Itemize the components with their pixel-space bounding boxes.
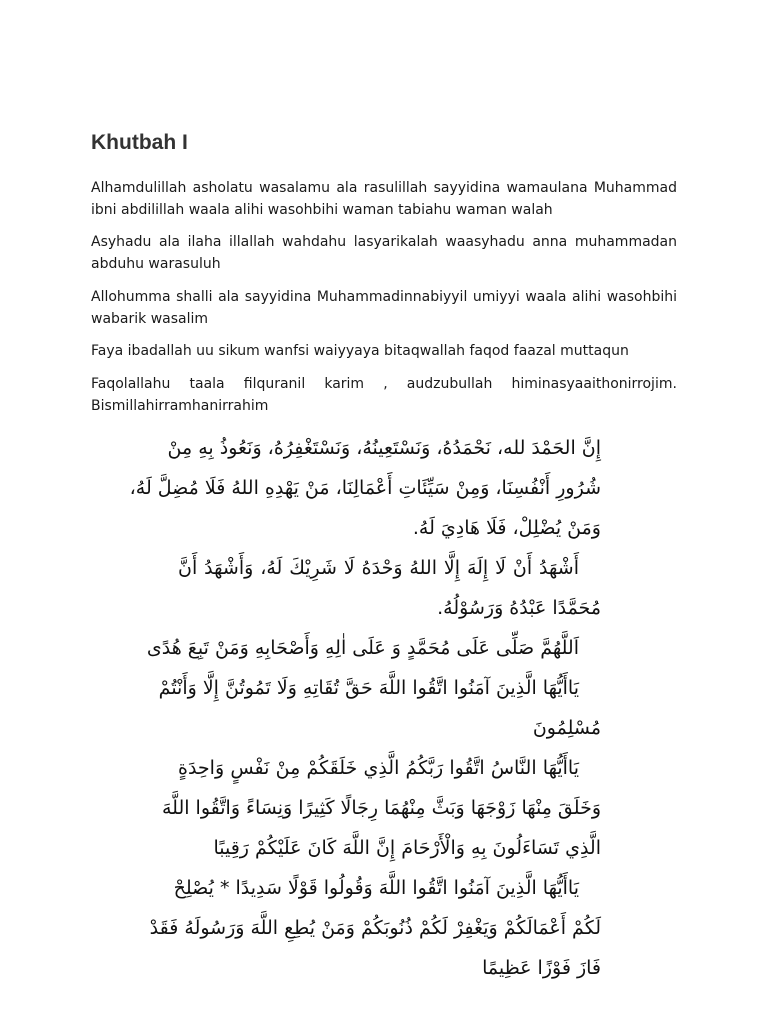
- arabic-text-block: [129, 428, 601, 988]
- quran-intro-line: [91, 373, 677, 395]
- arabic-line: مُحَمَّدًا عَبْدُهُ وَرَسُوْلُهُ.: [437, 597, 601, 619]
- quran-intro-word: Faqolallahu: [91, 376, 171, 392]
- quran-intro-word: karim: [324, 376, 365, 392]
- quran-intro-word: himinasyaaithonirrojim.: [511, 376, 677, 392]
- quran-intro-word: taala: [189, 376, 225, 392]
- arabic-line: يَاأَيُّهَا النَّاسُ اتَّقُوا رَبَّكُمُ الَّذِي خَلَقَكُمْ مِنْ نَفْسٍ وَاحِدَةٍ: [178, 757, 579, 779]
- paragraph-opening-praise: Alhamdulillah asholatu wasalamu ala rasulillah sayyidina wamaulana Muhammad ibni abdilillah waala alihi wasohbihi waman tabiahu waman walah: [91, 180, 677, 218]
- arabic-line: لَكُمْ أَعْمَالَكُمْ وَيَغْفِرْ لَكُمْ ذُنُوبَكُمْ وَمَنْ يُطِعِ اللَّهَ وَرَسُولَهُ فَقَدْ: [149, 917, 601, 939]
- quran-intro-word: ,: [383, 376, 388, 392]
- arabic-line: وَمَنْ يُضْلِلْ، فَلَا هَادِيَ لَهُ.: [412, 517, 601, 539]
- arabic-line: شُرُورِ أَنْفُسِنَا، وَمِنْ سَيِّئَاتِ أَعْمَالِنَا، مَنْ يَهْدِهِ اللهُ فَلَا مُضِلَّ لَهُ،: [129, 477, 601, 499]
- arabic-line: اَللَّهُمَّ صَلِّى عَلَى مُحَمَّدٍ وَ عَلَى اٰلِهِ وَأَصْحَابِهِ وَمَنْ تَبِعَ هُدًى: [146, 637, 579, 659]
- arabic-line: مُسْلِمُونَ: [532, 717, 601, 739]
- paragraph-shalawat: Allohumma shalli ala sayyidina Muhammadinnabiyyil umiyyi waala alihi wasohbihi wabarik wasalim: [91, 289, 677, 327]
- quran-intro-word: filquranil: [243, 376, 306, 392]
- arabic-line: وَخَلَقَ مِنْهَا زَوْجَهَا وَبَثَّ مِنْهُمَا رِجَالًا كَثِيرًا وَنِسَاءً وَاتَّقُوا اللَّهَ: [161, 797, 601, 819]
- quran-intro-basmalah: Bismillahirramhanirrahim: [91, 398, 269, 414]
- paragraph-syahadat: Asyhadu ala ilaha illallah wahdahu lasyarikalah waasyhadu anna muhammadan abduhu warasuluh: [91, 234, 677, 272]
- paragraph-wasiat-taqwa: Faya ibadallah uu sikum wanfsi waiyyaya bitaqwallah faqod faazal muttaqun: [91, 343, 629, 359]
- paragraph-quran-intro: [91, 373, 677, 417]
- arabic-line: يَاأَيُّهَا الَّذِينَ آمَنُوا اتَّقُوا اللَّهَ وَقُولُوا قَوْلًا سَدِيدًا * يُصْلِحْ: [173, 877, 579, 899]
- page-title: Khutbah I: [91, 131, 188, 154]
- arabic-line: إِنَّ الحَمْدَ لله، نَحْمَدُهُ، وَنَسْتَعِينُهُ، وَنَسْتَغْفِرُهُ، وَنَعُوذُ بِهِ مِنْ: [167, 437, 601, 459]
- arabic-line: يَاأَيُّهَا الَّذِينَ آمَنُوا اتَّقُوا اللَّهَ حَقَّ تُقَاتِهِ وَلَا تَمُوتُنَّ إِلَّا وَأَنْتُمْ: [158, 677, 579, 699]
- arabic-line: الَّذِي تَسَاءَلُونَ بِهِ وَالْأَرْحَامَ إِنَّ اللَّهَ كَانَ عَلَيْكُمْ رَقِيبًا: [213, 837, 601, 859]
- arabic-line: فَازَ فَوْزًا عَظِيمًا: [482, 957, 601, 979]
- quran-intro-word: audzubullah: [406, 376, 493, 392]
- arabic-line: أَشْهَدُ أَنْ لَا إِلَهَ إِلَّا اللهُ وَحْدَهُ لَا شَرِيْكَ لَهُ، وَأَشْهَدُ أَنَّ: [178, 557, 579, 579]
